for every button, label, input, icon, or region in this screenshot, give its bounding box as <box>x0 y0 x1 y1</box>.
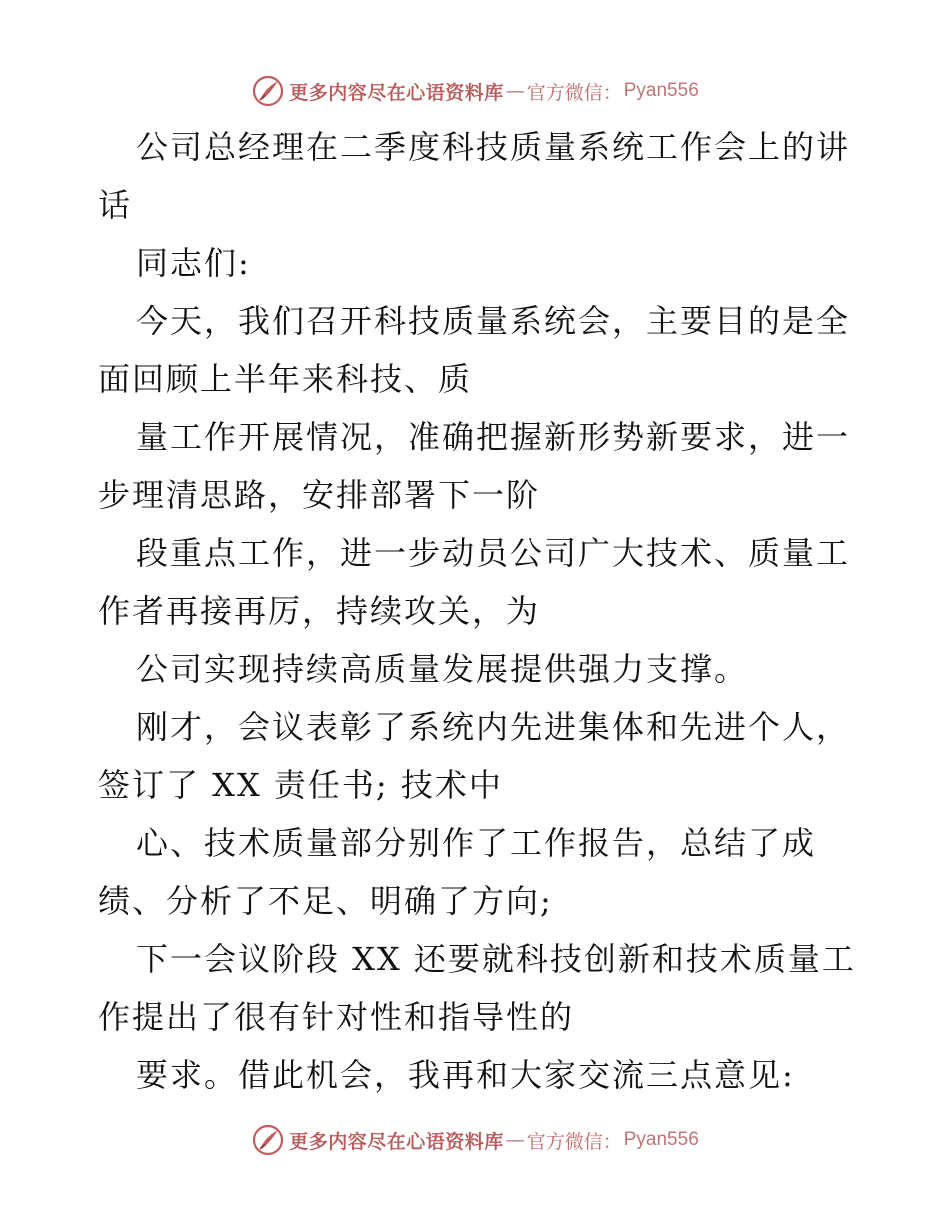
quill-logo-icon <box>251 74 285 108</box>
text-line: 步理清思路，安排部署下一阶 <box>98 476 541 514</box>
text-line: 签订了 XX 责任书; 技术中 <box>98 766 503 804</box>
text-line: 刚才，会议表彰了系统内先进集体和先进个人， <box>136 708 851 746</box>
watermark-channel: 官方微信： <box>526 81 622 104</box>
text-line: 面回顾上半年来科技、质 <box>98 360 473 398</box>
text-line: 今天，我们召开科技质量系统会，主要目的是全 <box>136 302 851 340</box>
watermark-separator: — <box>505 80 525 102</box>
text-line: 同志们: <box>136 244 251 282</box>
watermark-header <box>0 71 950 111</box>
watermark-handle: Pyan556 <box>623 1129 699 1150</box>
watermark-channel: 官方微信： <box>526 1130 622 1153</box>
text-line: 话 <box>98 186 133 224</box>
watermark-separator: — <box>505 1129 525 1151</box>
text-line: 心、技术质量部分别作了工作报告，总结了成 <box>136 824 817 862</box>
text-line: 量工作开展情况，准确把握新形势新要求，进一 <box>136 418 851 456</box>
text-line: 要求。借此机会，我再和大家交流三点意见: <box>136 1056 795 1094</box>
watermark-brand: 更多内容尽在心语资料库 <box>289 81 504 104</box>
text-line: 下一会议阶段 XX 还要就科技创新和技术质量工 <box>136 940 856 978</box>
text-line: 绩、分析了不足、明确了方向; <box>98 882 553 920</box>
text-line: 段重点工作，进一步动员公司广大技术、质量工 <box>136 534 851 572</box>
text-line: 作者再接再厉，持续攻关，为 <box>98 592 541 630</box>
text-line: 公司总经理在二季度科技质量系统工作会上的讲 <box>136 128 851 166</box>
watermark-handle: Pyan556 <box>623 80 699 101</box>
document-body <box>98 118 858 1104</box>
watermark-brand: 更多内容尽在心语资料库 <box>289 1130 504 1153</box>
quill-logo-icon <box>251 1123 285 1157</box>
watermark-footer <box>0 1120 950 1160</box>
text-line: 作提出了很有针对性和指导性的 <box>98 998 575 1036</box>
text-line: 公司实现持续高质量发展提供强力支撑。 <box>136 650 749 688</box>
